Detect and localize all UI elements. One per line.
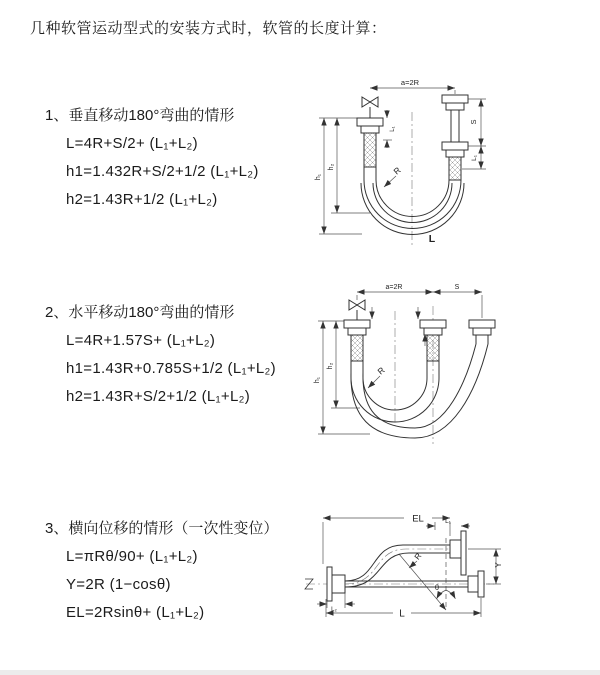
page-bottom-edge (0, 670, 600, 675)
valve-icon (349, 300, 365, 320)
left-hose-fitting (357, 118, 383, 167)
dim-label-h1: h₁ (314, 376, 321, 384)
right-flange (468, 571, 484, 597)
dim-label-l1: L₁ (445, 518, 451, 525)
dim-label-l: L (399, 608, 405, 620)
valve-icon (362, 97, 378, 118)
dim-label-r: R (412, 551, 424, 562)
formula-3-L: L=πRθ/90+ (L₁+L₂) (66, 548, 198, 565)
left-flange (327, 567, 345, 601)
dim-label-h1: h₁ (315, 173, 322, 181)
upper-flange (450, 531, 466, 575)
dim-label-theta: θ (434, 583, 440, 592)
formula-3-Y: Y=2R (1−cosθ) (66, 576, 171, 593)
dim-label-r: R (375, 364, 387, 377)
section-2 (45, 303, 276, 407)
dim-label-l1-left: L₁ (390, 126, 396, 132)
dim-label-l2: L₂ (331, 607, 337, 613)
left-hose-fitting (344, 320, 370, 361)
section-1 (45, 106, 259, 210)
dim-label-r: R (391, 164, 403, 177)
hose-loops (351, 335, 488, 438)
formula-2-h1: h1=1.43R+0.785S+1/2 (L₁+L₂) (66, 360, 276, 377)
dimension-lines (318, 292, 482, 434)
diagram-vertical-180-bend (310, 70, 595, 260)
dim-label-y: Y (494, 562, 503, 568)
formula-1-L: L=4R+S/2+ (L₁+L₂) (66, 135, 198, 152)
formula-2-h2: h2=1.43R+S/2+1/2 (L₁+L₂) (66, 388, 251, 405)
diagram-horizontal-180-bend (310, 278, 595, 466)
section-2-heading: 2、水平移动180°弯曲的情形 (45, 304, 235, 321)
formula-1-h1: h1=1.432R+S/2+1/2 (L₁+L₂) (66, 163, 259, 180)
section-1-heading: 1、垂直移动180°弯曲的情形 (45, 107, 235, 124)
formula-1-h2: h2=1.43R+1/2 (L₁+L₂) (66, 191, 218, 208)
diagram-lateral-displacement (298, 498, 598, 666)
dim-label-l: L (428, 233, 436, 245)
formula-3-EL: EL=2Rsinθ+ (L₁+L₂) (66, 604, 205, 621)
middle-hose-fitting (420, 320, 446, 361)
section-3 (45, 519, 278, 623)
dim-label-s: S (454, 284, 460, 291)
dim-label-l1-right: L₁ (471, 155, 478, 161)
right-hose-fitting (442, 95, 468, 180)
page-title: 几种软管运动型式的安装方式时，软管的长度计算： (30, 20, 387, 37)
dim-label-h2: h₂ (328, 163, 335, 171)
dim-label-el: EL (412, 513, 424, 525)
formula-2-L: L=4R+1.57S+ (L₁+L₂) (66, 332, 216, 349)
dim-label-a2r: a=2R (400, 78, 420, 87)
section-3-heading: 3、横向位移的情形（一次性变位） (45, 520, 279, 537)
dim-label-s: S (469, 119, 478, 125)
dim-label-a2r: a=2R (385, 284, 403, 291)
dimension-lines (317, 518, 501, 617)
right-hose-fitting (469, 320, 495, 335)
dim-label-h2: h₂ (327, 362, 334, 370)
